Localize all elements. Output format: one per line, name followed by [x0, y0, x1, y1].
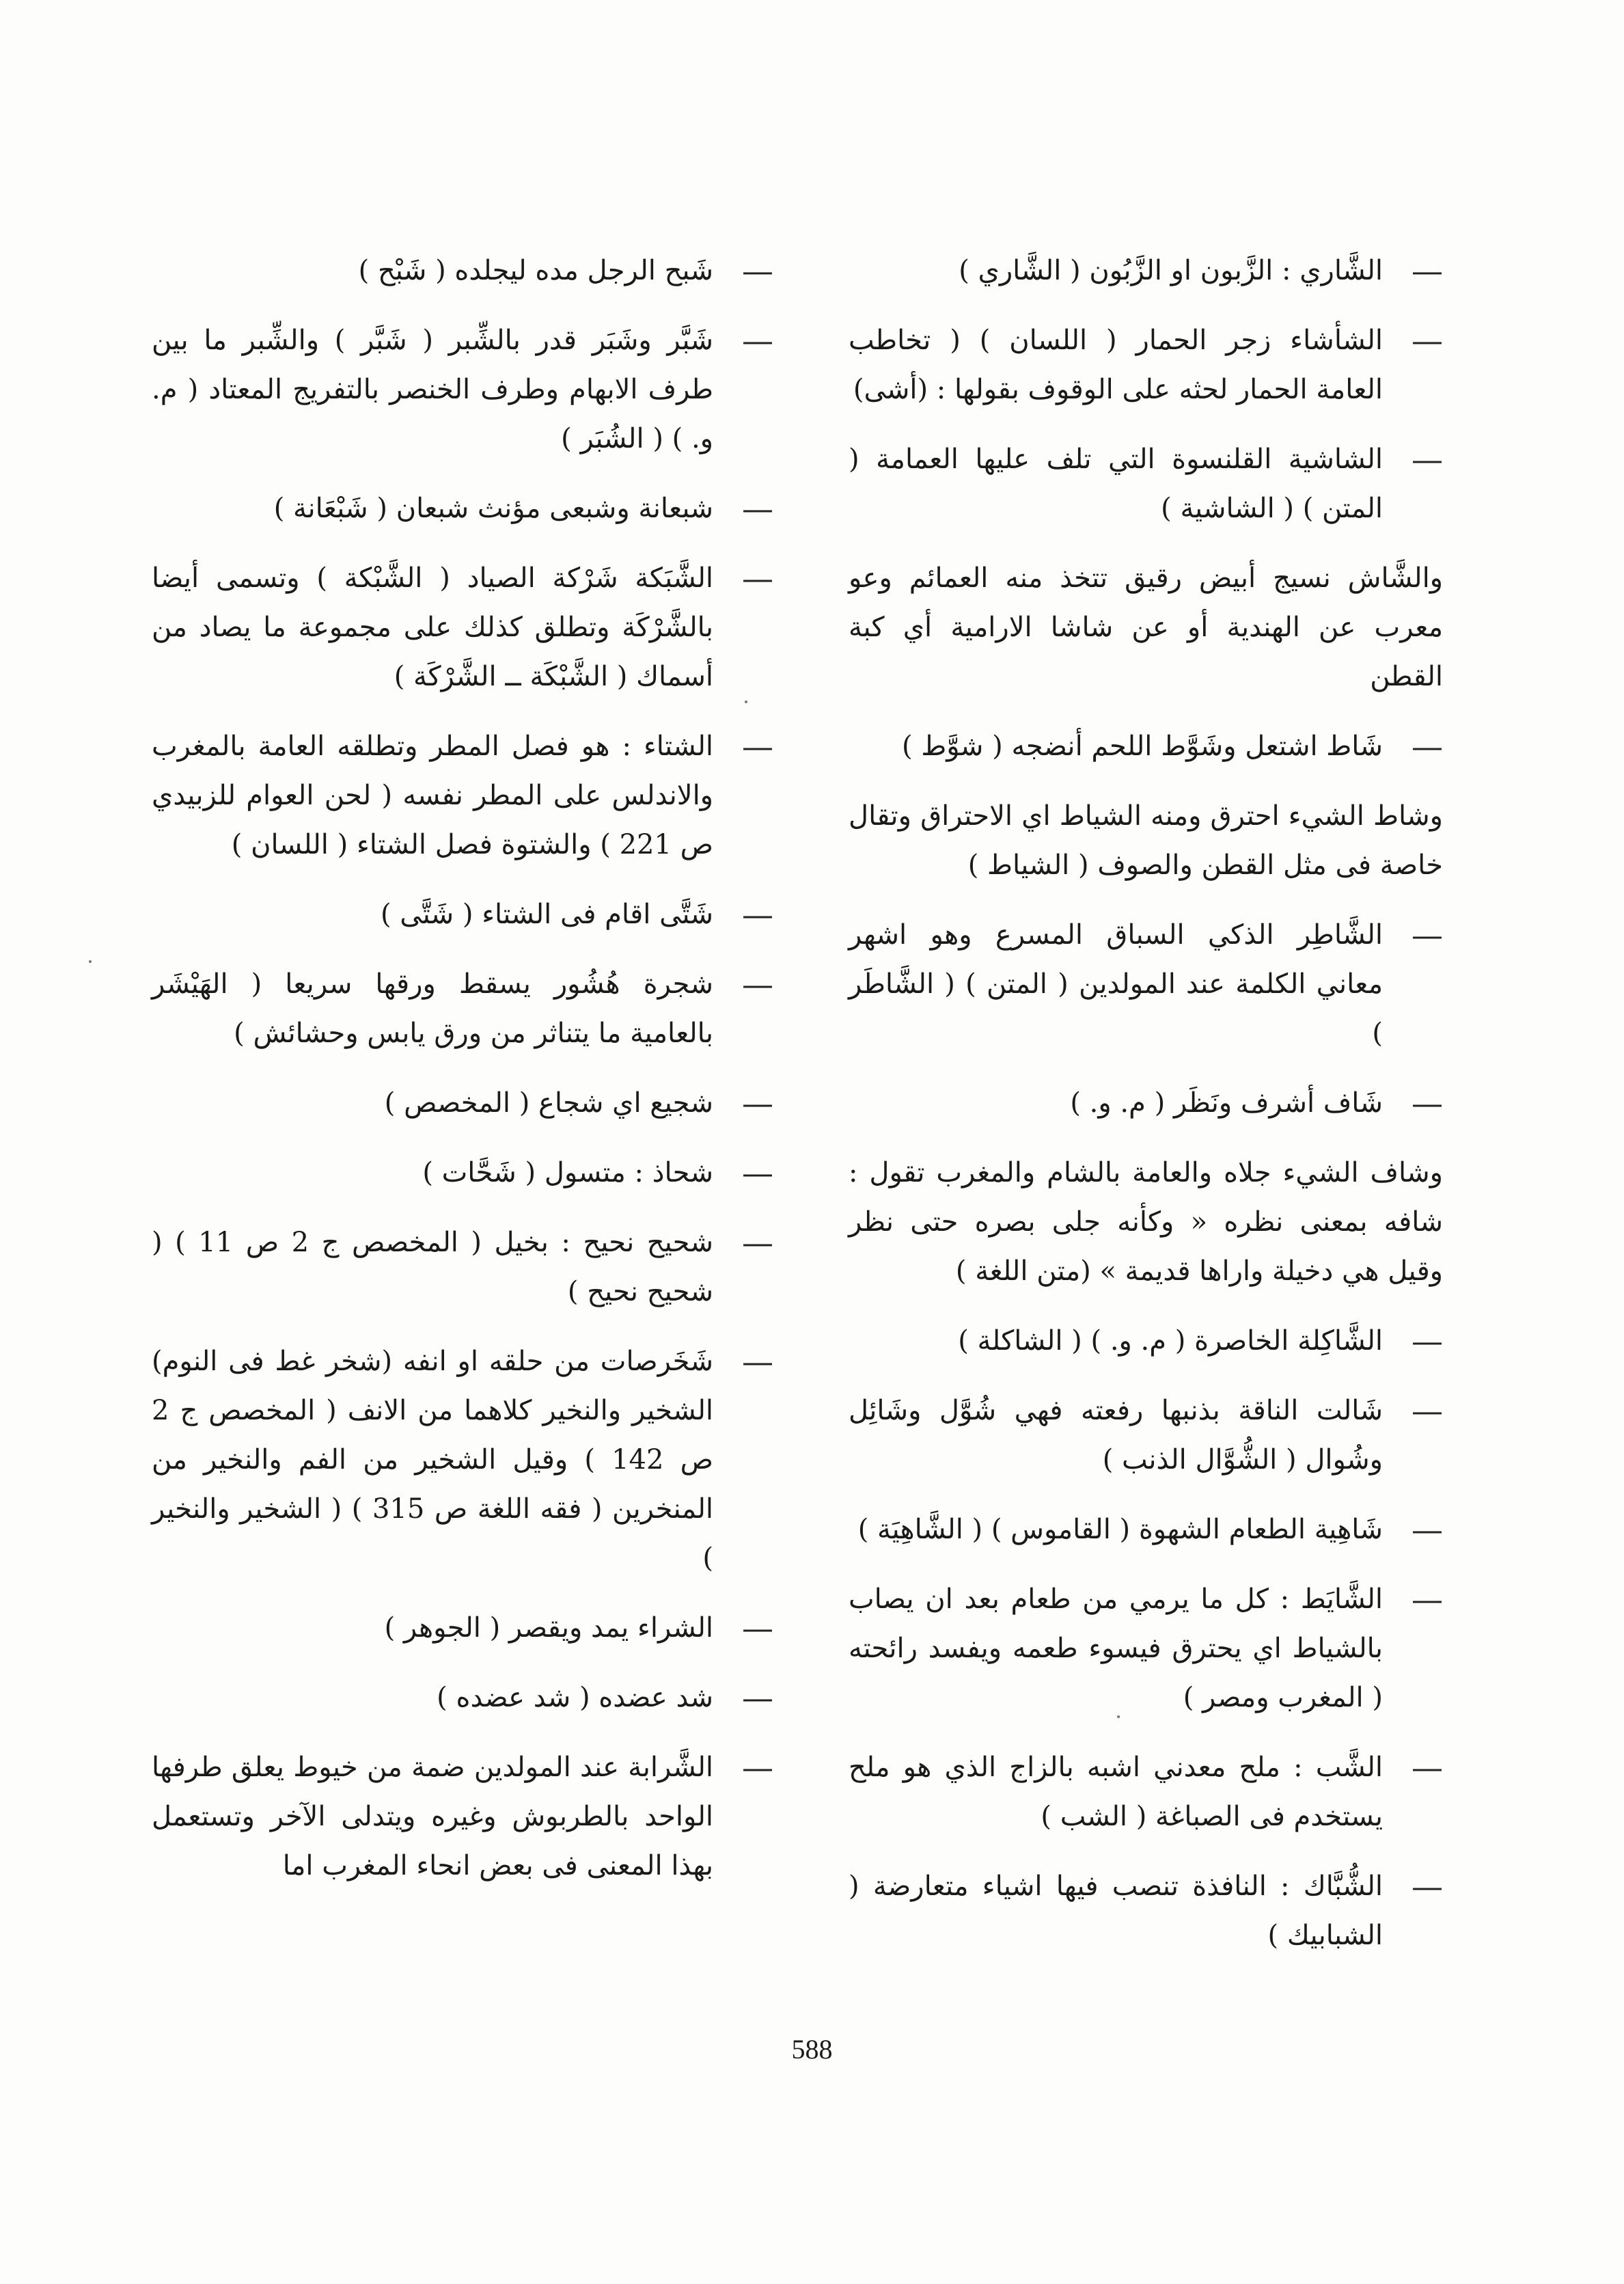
entry-text: الشَّاكِلة الخاصرة ( م. و. ) ( الشاكلة ): [958, 1325, 1383, 1357]
entry-text: الشَّرابة عند المولدين ضمة من خيوط يعلق طرفها الواحد بالطربوش وغيره ويتدلى الآخر وتستعمل بهذا المعنى فى بعض انحاء المغرب اما: [152, 1752, 713, 1881]
entry-text: والشَّاش نسيج أبيض رقيق تتخذ منه العمائم وعو معرب عن الهندية أو عن شاشا الارامية أي كبة القطن: [849, 562, 1443, 692]
entry-text: وشاف الشيء جلاه والعامة بالشام والمغرب تقول : شافه بمعنى نظره « وكأنه جلى بصره حتى نظر وقيل هي دخيلة واراها قديمة » (متن اللغة ): [849, 1157, 1443, 1287]
page-number: 588: [791, 2034, 833, 2065]
entry-text: شجيع اي شجاع ( المخصص ): [384, 1087, 713, 1119]
entry-dash: —: [742, 896, 773, 933]
entry-dash: —: [1412, 1085, 1443, 1121]
scan-speck: [745, 701, 747, 703]
scan-speck: [89, 960, 92, 963]
entry: [152, 722, 773, 869]
entry-text: شَالت الناقة بذنبها رفعته فهي شُوَّل وشَائِل وشُوال ( الشُّوَّال الذنب ): [849, 1395, 1383, 1476]
entry: [849, 1575, 1443, 1722]
entry-continuation: [849, 791, 1443, 890]
entry-dash: —: [742, 728, 773, 765]
entry-text: الشأشاء زجر الحمار ( اللسان ) ( تخاطب العامة الحمار لحثه على الوقوف بقولها : (أشى): [849, 325, 1383, 405]
entry-dash: —: [1412, 252, 1443, 289]
entry: [152, 554, 773, 701]
entry-dash: —: [742, 1609, 773, 1646]
entry: [152, 960, 773, 1058]
entry-text: شد عضده ( شد عضده ): [437, 1682, 713, 1713]
entry: [849, 910, 1443, 1058]
entry: [152, 1673, 773, 1722]
entry-dash: —: [1412, 916, 1443, 953]
entry-dash: —: [742, 322, 773, 359]
entry: [152, 246, 773, 295]
entry: [849, 1505, 1443, 1554]
entry-text: شجرة هُشُور يسقط ورقها سريعا ( الهَيْشَر بالعامية ما يتناثر من ورق يابس وحشائش ): [152, 968, 713, 1049]
entry-continuation: [849, 1148, 1443, 1296]
entry-text: شحاذ : متسول ( شَحَّات ): [422, 1157, 713, 1188]
entry-text: الشُّبَّاك : النافذة تنصب فيها اشياء متعارضة ( الشبابيك ): [849, 1871, 1383, 1951]
entry: [152, 1337, 773, 1583]
entry-text: شبعانة وشبعى مؤنث شبعان ( شَبْعَانة ): [273, 493, 713, 524]
entry-text: شحيح نحيح : بخيل ( المخصص ج 2 ص 11 ) ( شحيح نحيح ): [152, 1227, 714, 1307]
entry: [152, 484, 773, 533]
entry-dash: —: [742, 1749, 773, 1786]
entry: [152, 316, 773, 463]
entry-text: وشاط الشيء احترق ومنه الشياط اي الاحتراق وتقال خاصة فى مثل القطن والصوف ( الشياط ): [849, 800, 1443, 881]
entry-text: شَاف أشرف ونَظَر ( م. و. ): [1070, 1087, 1383, 1119]
entry-dash: —: [1412, 322, 1443, 359]
scan-speck: [1117, 1715, 1120, 1718]
entry-dash: —: [1412, 1581, 1443, 1618]
entry-dash: —: [1412, 1749, 1443, 1786]
entry-dash: —: [1412, 441, 1443, 478]
entry-dash: —: [742, 252, 773, 289]
entry: [849, 1316, 1443, 1365]
entry-text: الشَّبَكة شَرْكة الصياد ( الشَّبْكة ) وتسمى أيضا بالشَّرْكَة وتطلق كذلك على مجموعة ما يصاد من أسماك ( الشَّبْكَة ــ الشَّرْكَة ): [152, 562, 713, 692]
entry-dash: —: [742, 966, 773, 1003]
entry-text: شَاط اشتعل وشَوَّط اللحم أنضجه ( شوَّط ): [901, 731, 1383, 762]
entry-text: الشَّاري : الزَّبون او الزَّبُون ( الشَّاري ): [959, 255, 1383, 286]
entry: [152, 1603, 773, 1653]
entry-dash: —: [742, 1343, 773, 1380]
entry-text: شَبَّر وشَبَر قدر بالشِّبر ( شَبَّر ) والشِّبر ما بين طرف الابهام وطرف الخنصر بالتفريج المعتاد ( م. و. ) ( الشُبَر ): [152, 325, 713, 454]
left-column: [152, 246, 773, 1911]
entry-dash: —: [1412, 1868, 1443, 1905]
entry: [849, 1743, 1443, 1841]
entry-continuation: [849, 554, 1443, 701]
right-column: [849, 246, 1443, 1981]
entry-dash: —: [1412, 728, 1443, 765]
entry-text: شَتَّى اقام فى الشتاء ( شَتَّى ): [380, 899, 713, 930]
entry-text: الشَّب : ملح معدني اشبه بالزاج الذي هو ملح يستخدم فى الصباغة ( الشب ): [849, 1752, 1383, 1832]
entry: [152, 1743, 773, 1890]
entry: [849, 1386, 1443, 1484]
entry-text: شَاهِية الطعام الشهوة ( القاموس ) ( الشَّاهِيَة ): [857, 1514, 1383, 1545]
entry-text: شَخَرصات من حلقه او انفه (شخر غط فى النوم) الشخير والنخير كلاهما من الانف ( المخصص ج 2 ص 142 ) وقيل الشخير من الفم والنخير من المنخرين ( فقه اللغة ص 315 ) ( الشخير والنخير ): [152, 1346, 714, 1574]
entry-text: الشتاء : هو فصل المطر وتطلقه العامة بالمغرب والاندلس على المطر نفسه ( لحن العوام للزبيدي ص 221 ) والشتوة فصل الشتاء ( اللسان ): [152, 731, 713, 860]
entry: [849, 722, 1443, 771]
entry: [152, 1148, 773, 1197]
entry: [849, 246, 1443, 295]
entry-dash: —: [1412, 1322, 1443, 1359]
entry: [849, 316, 1443, 414]
entry-dash: —: [742, 1085, 773, 1121]
entry: [849, 435, 1443, 533]
entry: [152, 1078, 773, 1128]
entry-text: الشاشية القلنسوة التي تلف عليها العمامة ( المتن ) ( الشاشية ): [849, 444, 1383, 524]
entry-text: شَبح الرجل مده ليجلده ( شَبْح ): [358, 255, 713, 286]
entry: [849, 1078, 1443, 1128]
entry-dash: —: [742, 1154, 773, 1191]
entry-text: الشَّاطِر الذكي السباق المسرع وهو اشهر معاني الكلمة عند المولدين ( المتن ) ( الشَّاطَر ): [849, 919, 1383, 1049]
entry-dash: —: [1412, 1392, 1443, 1429]
entry-dash: —: [742, 1679, 773, 1716]
entry-dash: —: [742, 490, 773, 527]
entry: [849, 1862, 1443, 1960]
entry-dash: —: [742, 560, 773, 597]
entry-text: الشراء يمد ويقصر ( الجوهر ): [384, 1612, 713, 1644]
entry-dash: —: [742, 1224, 773, 1261]
entry-dash: —: [1412, 1511, 1443, 1548]
entry: [152, 890, 773, 939]
entry-text: الشَّايَط : كل ما يرمي من طعام بعد ان يصاب بالشياط اي يحترق فيسوء طعمه ويفسد رائحته ( المغرب ومصر ): [849, 1583, 1384, 1713]
entry: [152, 1218, 773, 1316]
